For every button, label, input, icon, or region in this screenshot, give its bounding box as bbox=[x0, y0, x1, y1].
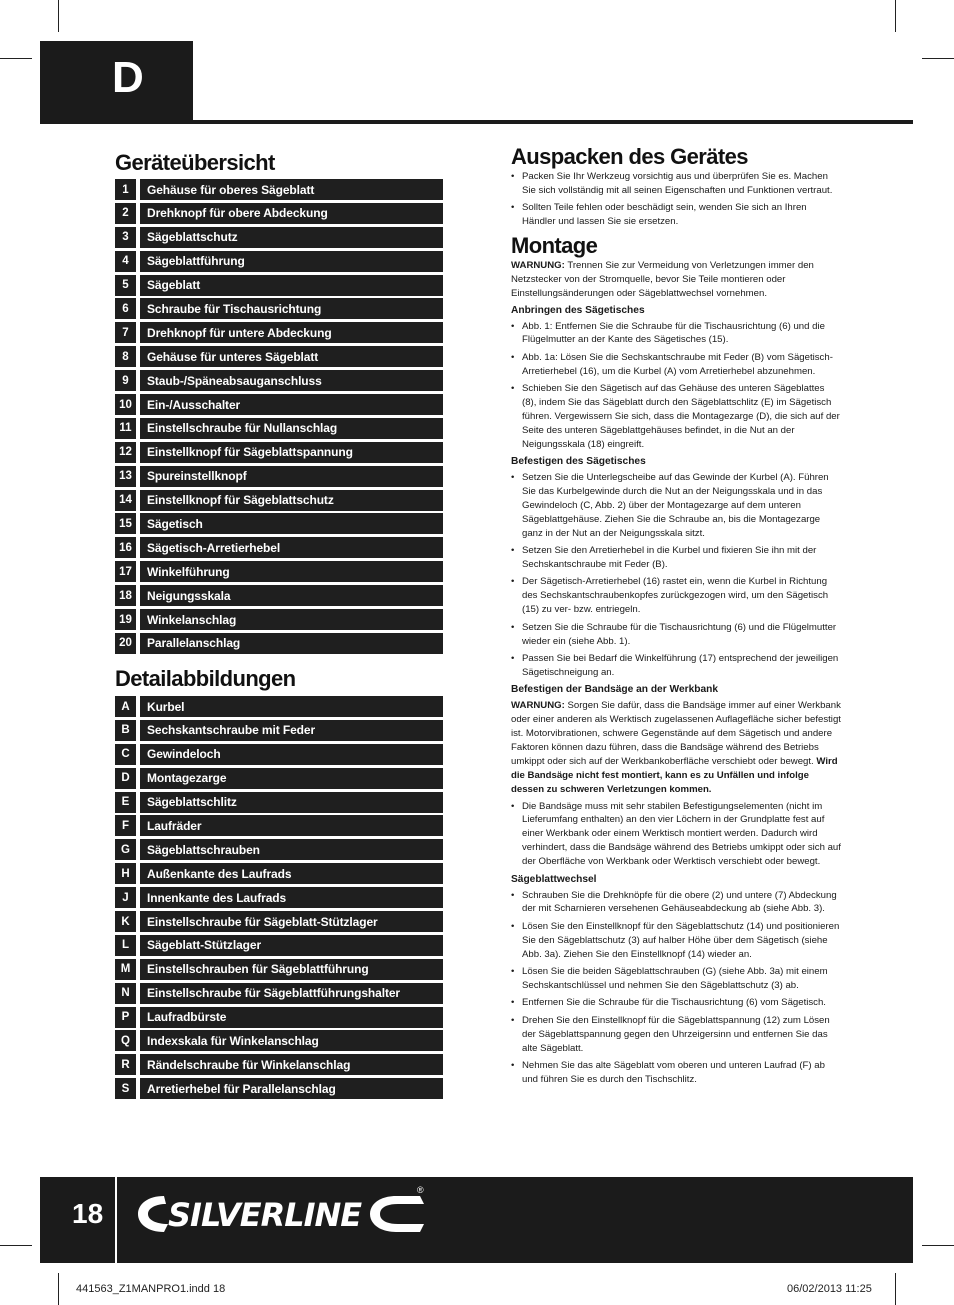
list-item bbox=[115, 394, 443, 415]
assembly-warning bbox=[511, 259, 841, 301]
list-item: • Drehen Sie den Einstellknopf für die Sägeblattspannung (12) zum Lösen der Sägeblattspannung gegen den Uhrzeigersinn und entfernen Sie das alte Sägeblatt. bbox=[511, 1014, 841, 1056]
item-label: Parallelanschlag bbox=[140, 633, 443, 654]
item-key: 5 bbox=[115, 275, 136, 296]
print-slug-date: 06/02/2013 11:25 bbox=[787, 1283, 872, 1295]
list-item bbox=[115, 633, 443, 654]
item-key: 9 bbox=[115, 370, 136, 391]
table-securing-heading: Befestigen des Sägetisches bbox=[511, 456, 646, 468]
list-item bbox=[115, 720, 443, 741]
crop-mark bbox=[922, 1245, 954, 1246]
item-label: Schraube für Tischausrichtung bbox=[140, 298, 443, 319]
item-key: P bbox=[115, 1007, 136, 1028]
list-item bbox=[115, 227, 443, 248]
item-label: Einstellschraube für Nullanschlag bbox=[140, 418, 443, 439]
item-label: Einstellschraube für Sägeblatt-Stützlager bbox=[140, 911, 443, 932]
item-label: Sägeblatt-Stützlager bbox=[140, 935, 443, 956]
item-label: Kurbel bbox=[140, 696, 443, 717]
item-label: Ein-/Ausschalter bbox=[140, 394, 443, 415]
list-item bbox=[115, 935, 443, 956]
item-label: Außenkante des Laufrads bbox=[140, 863, 443, 884]
silverline-logo-icon bbox=[134, 1188, 426, 1236]
item-key: 16 bbox=[115, 537, 136, 558]
list-item bbox=[115, 442, 443, 463]
item-label: Innenkante des Laufrads bbox=[140, 887, 443, 908]
crop-mark bbox=[895, 1273, 896, 1305]
item-label: Gehäuse für unteres Sägeblatt bbox=[140, 346, 443, 367]
list-item: • Passen Sie bei Bedarf die Winkelführung (17) entsprechend der jeweiligen Sägetischneigung an. bbox=[511, 652, 841, 680]
item-key: 7 bbox=[115, 322, 136, 343]
workbench-warning bbox=[511, 699, 841, 796]
item-label: Einstellschrauben für Sägeblattführung bbox=[140, 959, 443, 980]
list-item bbox=[115, 251, 443, 272]
item-key: R bbox=[115, 1054, 136, 1075]
item-label: Einstellknopf für Sägeblattspannung bbox=[140, 442, 443, 463]
overview-list bbox=[115, 179, 443, 654]
item-key: J bbox=[115, 887, 136, 908]
item-label: Sägeblattschutz bbox=[140, 227, 443, 248]
item-key: K bbox=[115, 911, 136, 932]
list-item: • Lösen Sie den Einstellknopf für den Sägeblattschutz (14) und positionieren Sie den Sägeblattschutz (3) auf halber Höhe über dem Sägetisch (siehe Abb. 3a). Ziehen Sie den Einstellknopf (14) wieder an. bbox=[511, 920, 841, 962]
item-label: Staub-/Späneabsauganschluss bbox=[140, 370, 443, 391]
item-key: N bbox=[115, 983, 136, 1004]
list-item: • Packen Sie Ihr Werkzeug vorsichtig aus und überprüfen Sie es. Machen Sie sich vollständig mit all seinen Eigenschaften und Funktionen vertraut. bbox=[511, 170, 841, 198]
table-securing-list bbox=[511, 471, 841, 680]
list-item bbox=[115, 203, 443, 224]
item-key: 10 bbox=[115, 394, 136, 415]
overview-title: Geräteübersicht bbox=[115, 150, 275, 175]
workbench-heading: Befestigen der Bandsäge an der Werkbank bbox=[511, 684, 719, 696]
list-item: • Nehmen Sie das alte Sägeblatt vom oberen und unteren Laufrad (F) ab und führen Sie es durch den Tischschlitz. bbox=[511, 1059, 841, 1087]
item-label: Gewindeloch bbox=[140, 744, 443, 765]
item-label: Arretierhebel für Parallelanschlag bbox=[140, 1078, 443, 1099]
list-item: • Setzen Sie die Schraube für die Tischausrichtung (6) und die Flügelmutter wieder ein (siehe Abb. 1). bbox=[511, 621, 841, 649]
item-key: 19 bbox=[115, 609, 136, 630]
list-item bbox=[115, 298, 443, 319]
list-item bbox=[115, 609, 443, 630]
details-section bbox=[115, 666, 443, 1102]
list-item bbox=[115, 1030, 443, 1051]
table-fitting-heading: Anbringen des Sägetisches bbox=[511, 304, 645, 316]
warning-text: Trennen Sie zur Vermeidung von Verletzungen immer den Netzstecker von der Stromquelle, bevor Sie Teile montieren oder Einstellungsänderungen oder Sägeblattwechsel vornehmen. bbox=[511, 259, 814, 299]
warning-label: WARNUNG: bbox=[511, 259, 565, 271]
item-label: Laufradbürste bbox=[140, 1007, 443, 1028]
list-item: • Setzen Sie die Unterlegscheibe auf das Gewinde der Kurbel (A). Führen Sie das Kurbelgewinde durch die Nut an der Neigungsskala und in das Gewindeloch (C, Abb. 2) über der Montagezarge auf dem unteren Sägeblattgehäuse. Ziehen Sie die Schraube an, bis die Montagezarge ganz in der Nut an der Neigungsskala sitzt. bbox=[511, 471, 841, 541]
list-item: • Die Bandsäge muss mit sehr stabilen Befestigungselementen (nicht im Lieferumfang enthalten) an den vier Löchern in der Grundplatte fest auf einer Werkbank oder einem Werktisch montiert werden. Dadurch wird verhindert, dass die Bandsäge während des Betriebs umkippt oder sich auf der Oberfläche von Werkbank oder Werktisch verschiebt oder bewegt. bbox=[511, 800, 841, 870]
item-key: B bbox=[115, 720, 136, 741]
warning-text: Sorgen Sie dafür, dass die Bandsäge immer auf einer Werkbank oder einer anderen als Werktisch zugelassenen Auflagefläche sicher befestigt ist. Motorvibrationen, schwere Gegenstände auf dem Sägetisch und andere Faktoren können dazu führen, dass die Bandsäge während des Betriebs umkippt oder sich auf der Werkbankoberfläche verschiebt oder bewegt. bbox=[511, 700, 841, 767]
item-key: 11 bbox=[115, 418, 136, 439]
list-item bbox=[115, 490, 443, 511]
list-item bbox=[115, 513, 443, 534]
list-item bbox=[115, 585, 443, 606]
table-fitting-list bbox=[511, 320, 841, 452]
list-item bbox=[115, 839, 443, 860]
overview-section bbox=[115, 150, 443, 657]
list-item bbox=[115, 1007, 443, 1028]
item-key: H bbox=[115, 863, 136, 884]
item-key: E bbox=[115, 792, 136, 813]
details-list bbox=[115, 696, 443, 1099]
list-item bbox=[115, 1078, 443, 1099]
list-item bbox=[115, 1054, 443, 1075]
crop-mark bbox=[895, 0, 896, 32]
warning-emphasis: Wird die Bandsäge nicht fest montiert, kann es zu Unfällen und infolge dessen zu schweren Verletzungen kommen. bbox=[511, 755, 838, 795]
item-key: 15 bbox=[115, 513, 136, 534]
list-item bbox=[115, 863, 443, 884]
item-key: D bbox=[115, 768, 136, 789]
list-item bbox=[115, 370, 443, 391]
item-key: 6 bbox=[115, 298, 136, 319]
list-item bbox=[115, 815, 443, 836]
unpacking-title: Auspacken des Gerätes bbox=[511, 144, 748, 169]
item-key: S bbox=[115, 1078, 136, 1099]
workbench-list bbox=[511, 800, 841, 870]
item-key: 3 bbox=[115, 227, 136, 248]
unpacking-list bbox=[511, 170, 841, 229]
list-item bbox=[115, 887, 443, 908]
list-item bbox=[115, 275, 443, 296]
item-label: Sägeblattschlitz bbox=[140, 792, 443, 813]
list-item: • Schieben Sie den Sägetisch auf das Gehäuse des unteren Sägeblattes (8), indem Sie das Sägeblatt durch den Sägeblattschlitz (E) im Sägetisch führen. Vergewissern Sie sich, dass die Montagezarge (D), die sich auf der Seite des unteren Sägeblattgehäuses befindet, in die Nut an der Neigungsskala (18) eingreift. bbox=[511, 382, 841, 452]
list-item: • Schrauben Sie die Drehknöpfe für die obere (2) und untere (7) Abdeckung der mit Scharnieren versehenen Gehäuseabdeckung ab (siehe Abb. 3). bbox=[511, 889, 841, 917]
print-slug-file: 441563_Z1MANPRO1.indd 18 bbox=[76, 1283, 226, 1295]
item-label: Sägetisch bbox=[140, 513, 443, 534]
crop-mark bbox=[58, 1273, 59, 1305]
instructions-column bbox=[511, 144, 841, 1090]
item-key: 8 bbox=[115, 346, 136, 367]
item-label: Sägeblattschrauben bbox=[140, 839, 443, 860]
item-key: F bbox=[115, 815, 136, 836]
item-key: 4 bbox=[115, 251, 136, 272]
list-item bbox=[115, 768, 443, 789]
item-key: 2 bbox=[115, 203, 136, 224]
details-title: Detailabbildungen bbox=[115, 666, 296, 691]
list-item bbox=[115, 561, 443, 582]
list-item: • Sollten Teile fehlen oder beschädigt sein, wenden Sie sich an Ihren Händler und lassen Sie sie ersetzen. bbox=[511, 201, 841, 229]
warning-label: WARNUNG: bbox=[511, 700, 565, 712]
list-item bbox=[115, 983, 443, 1004]
item-label: Sechskantschraube mit Feder bbox=[140, 720, 443, 741]
item-label: Gehäuse für oberes Sägeblatt bbox=[140, 179, 443, 200]
list-item bbox=[115, 179, 443, 200]
crop-mark bbox=[922, 58, 954, 59]
list-item bbox=[115, 792, 443, 813]
list-item: • Abb. 1a: Lösen Sie die Sechskantschraube mit Feder (B) vom Sägetisch-Arretierhebel (16), um die Kurbel (A) vom Arretierhebel abzunehmen. bbox=[511, 351, 841, 379]
list-item: • Entfernen Sie die Schraube für die Tischausrichtung (6) vom Sägetisch. bbox=[511, 996, 841, 1010]
list-item bbox=[115, 744, 443, 765]
blade-change-list bbox=[511, 889, 841, 1087]
item-key: L bbox=[115, 935, 136, 956]
registered-mark: ® bbox=[417, 1185, 424, 1195]
item-key: 12 bbox=[115, 442, 136, 463]
page-number: 18 bbox=[72, 1198, 104, 1229]
language-tab bbox=[40, 41, 193, 123]
assembly-title: Montage bbox=[511, 233, 598, 259]
list-item bbox=[115, 346, 443, 367]
item-key: M bbox=[115, 959, 136, 980]
list-item bbox=[115, 418, 443, 439]
header-rule bbox=[40, 120, 913, 124]
item-label: Sägeblattführung bbox=[140, 251, 443, 272]
item-label: Rändelschraube für Winkelanschlag bbox=[140, 1054, 443, 1075]
item-key: 17 bbox=[115, 561, 136, 582]
list-item bbox=[115, 696, 443, 717]
crop-mark bbox=[58, 0, 59, 32]
item-label: Spureinstellknopf bbox=[140, 466, 443, 487]
brand-wordmark: SILVERLINE bbox=[168, 1196, 362, 1234]
list-item: • Der Sägetisch-Arretierhebel (16) rastet ein, wenn die Kurbel in Richtung des Sechskantschraubenkopfes zurückgezogen wird, um den Sägetisch (15) zu ver- bzw. entriegeln. bbox=[511, 575, 841, 617]
item-label: Sägetisch-Arretierhebel bbox=[140, 537, 443, 558]
item-label: Winkelführung bbox=[140, 561, 443, 582]
list-item: • Setzen Sie den Arretierhebel in die Kurbel und fixieren Sie ihn mit der Sechskantschraube mit Feder (B). bbox=[511, 544, 841, 572]
item-label: Drehknopf für obere Abdeckung bbox=[140, 203, 443, 224]
list-item bbox=[115, 959, 443, 980]
item-label: Neigungsskala bbox=[140, 585, 443, 606]
item-key: 13 bbox=[115, 466, 136, 487]
item-key: 1 bbox=[115, 179, 136, 200]
list-item: • Lösen Sie die beiden Sägeblattschrauben (G) (siehe Abb. 3a) mit einem Sechskantschlüssel und nehmen Sie den Sägeblattschutz (3) ab. bbox=[511, 965, 841, 993]
item-key: G bbox=[115, 839, 136, 860]
list-item bbox=[115, 911, 443, 932]
item-label: Drehknopf für untere Abdeckung bbox=[140, 322, 443, 343]
item-label: Winkelanschlag bbox=[140, 609, 443, 630]
item-label: Montagezarge bbox=[140, 768, 443, 789]
item-label: Sägeblatt bbox=[140, 275, 443, 296]
item-label: Einstellknopf für Sägeblattschutz bbox=[140, 490, 443, 511]
list-item bbox=[115, 466, 443, 487]
list-item bbox=[115, 322, 443, 343]
item-key: Q bbox=[115, 1030, 136, 1051]
language-code: D bbox=[112, 53, 144, 102]
footer-divider bbox=[115, 1177, 117, 1263]
item-label: Laufräder bbox=[140, 815, 443, 836]
item-key: 14 bbox=[115, 490, 136, 511]
item-key: A bbox=[115, 696, 136, 717]
list-item bbox=[115, 537, 443, 558]
item-label: Indexskala für Winkelanschlag bbox=[140, 1030, 443, 1051]
list-item: • Abb. 1: Entfernen Sie die Schraube für die Tischausrichtung (6) und die Flügelmutter an der Kante des Sägetisches (15). bbox=[511, 320, 841, 348]
crop-mark bbox=[0, 58, 32, 59]
item-key: C bbox=[115, 744, 136, 765]
item-label: Einstellschraube für Sägeblattführungshalter bbox=[140, 983, 443, 1004]
blade-change-heading: Sägeblattwechsel bbox=[511, 873, 597, 885]
item-key: 20 bbox=[115, 633, 136, 654]
item-key: 18 bbox=[115, 585, 136, 606]
crop-mark bbox=[0, 1245, 32, 1246]
